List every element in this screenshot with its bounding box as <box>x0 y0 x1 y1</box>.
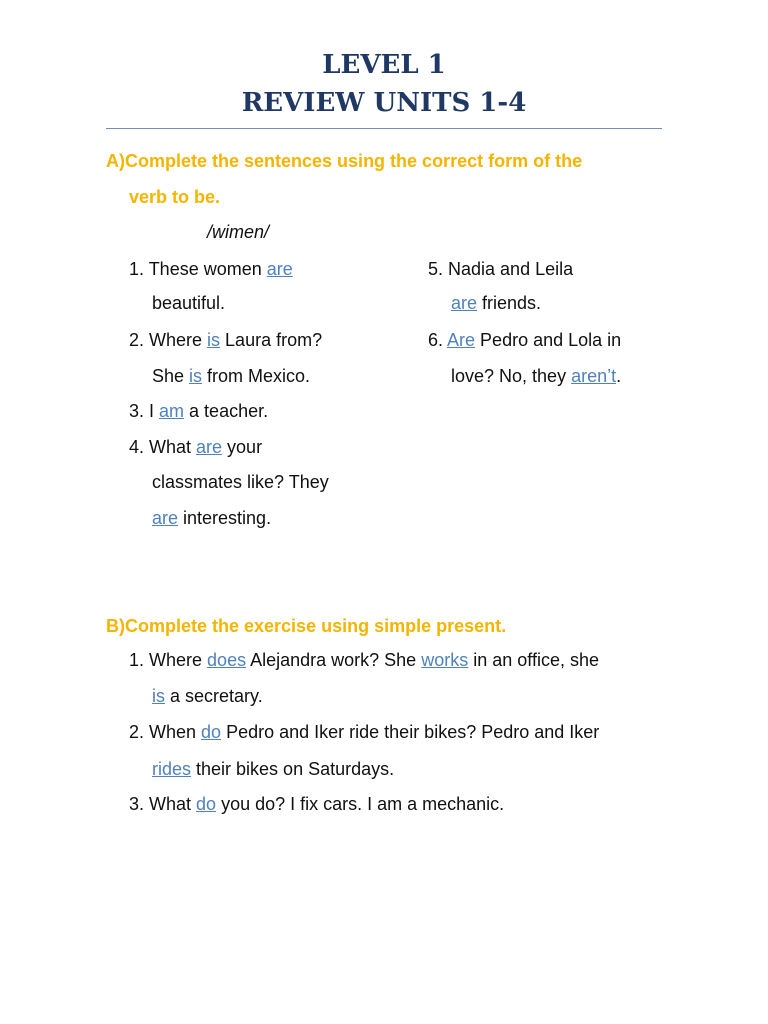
item-text: Laura from? <box>220 330 323 350</box>
section-a-heading-line2: verb to be. <box>129 187 221 207</box>
item-a6-line2 <box>451 358 621 394</box>
item-b2-line1 <box>129 714 599 750</box>
item-text: Nadia and Leila <box>448 259 574 279</box>
item-number: 1. <box>129 650 150 670</box>
item-text: Where <box>149 330 208 350</box>
document-title-level: LEVEL 1 <box>322 50 446 80</box>
answer-blank: does <box>207 650 247 670</box>
item-text: Alejandra work? She <box>246 650 422 670</box>
section-b-heading: B)Complete the exercise using simple present. <box>106 616 507 636</box>
item-b1-line2 <box>152 678 263 714</box>
item-b3-line1 <box>129 786 504 822</box>
item-text: you do? I fix cars. I am a mechanic. <box>216 794 505 814</box>
section-a-heading-line1: A)Complete the sentences using the correct form of the <box>106 151 583 171</box>
item-a1-line2 <box>152 285 225 321</box>
item-text: beautiful. <box>152 293 226 313</box>
item-number: 2. <box>129 722 150 742</box>
item-a4-line3 <box>152 500 271 536</box>
answer-blank: aren’t <box>571 366 617 386</box>
answer-blank: are <box>266 259 293 279</box>
item-text: Where <box>149 650 208 670</box>
item-number: 3. <box>129 794 150 814</box>
answer-blank: Are <box>447 330 476 350</box>
item-text: What <box>149 794 197 814</box>
item-text: I <box>149 401 160 421</box>
answer-blank: rides <box>152 759 192 779</box>
item-text: in an office, she <box>468 650 599 670</box>
item-a3-line1 <box>129 393 268 429</box>
answer-blank: is <box>152 686 165 706</box>
item-text: classmates like? They <box>152 472 329 492</box>
item-a4-line1 <box>129 429 262 465</box>
item-text: a secretary. <box>165 686 263 706</box>
item-a4-line2 <box>152 464 329 500</box>
item-a1-line1 <box>129 251 293 287</box>
item-a2-line2 <box>152 358 310 394</box>
item-a5-line2 <box>451 285 541 321</box>
item-text: a teacher. <box>184 401 269 421</box>
item-text: She <box>152 366 190 386</box>
answer-blank: is <box>189 366 203 386</box>
item-text: from Mexico. <box>202 366 311 386</box>
item-text: . <box>616 366 622 386</box>
item-text: What <box>149 437 197 457</box>
item-number: 2. <box>129 330 150 350</box>
item-number: 3. <box>129 401 150 421</box>
item-text: When <box>149 722 202 742</box>
item-number: 4. <box>129 437 150 457</box>
answer-blank: are <box>152 508 179 528</box>
answer-blank: am <box>159 401 185 421</box>
pronunciation-note: /wimen/ <box>207 222 270 242</box>
item-a6-line1 <box>428 322 621 358</box>
answer-blank: is <box>207 330 221 350</box>
answer-blank: are <box>196 437 223 457</box>
item-b2-line2 <box>152 751 394 787</box>
answer-blank: works <box>421 650 469 670</box>
document-title-units: REVIEW UNITS 1-4 <box>241 88 527 118</box>
answer-blank: do <box>196 794 217 814</box>
item-text: interesting. <box>178 508 272 528</box>
item-text: These women <box>148 259 267 279</box>
item-text: their bikes on Saturdays. <box>191 759 395 779</box>
answer-blank: do <box>201 722 222 742</box>
title-divider <box>106 128 662 129</box>
item-a2-line1 <box>129 322 322 358</box>
item-number: 5. <box>428 259 449 279</box>
item-text: Pedro and Iker ride their bikes? Pedro and Iker <box>221 722 600 742</box>
item-number: 6. <box>428 330 448 350</box>
item-text: Pedro and Lola in <box>475 330 622 350</box>
item-text: love? No, they <box>451 366 572 386</box>
item-text: friends. <box>477 293 542 313</box>
item-text: your <box>222 437 263 457</box>
item-a5-line1 <box>428 251 573 287</box>
answer-blank: are <box>451 293 478 313</box>
item-b1-line1 <box>129 642 599 678</box>
item-number: 1. <box>129 259 149 279</box>
